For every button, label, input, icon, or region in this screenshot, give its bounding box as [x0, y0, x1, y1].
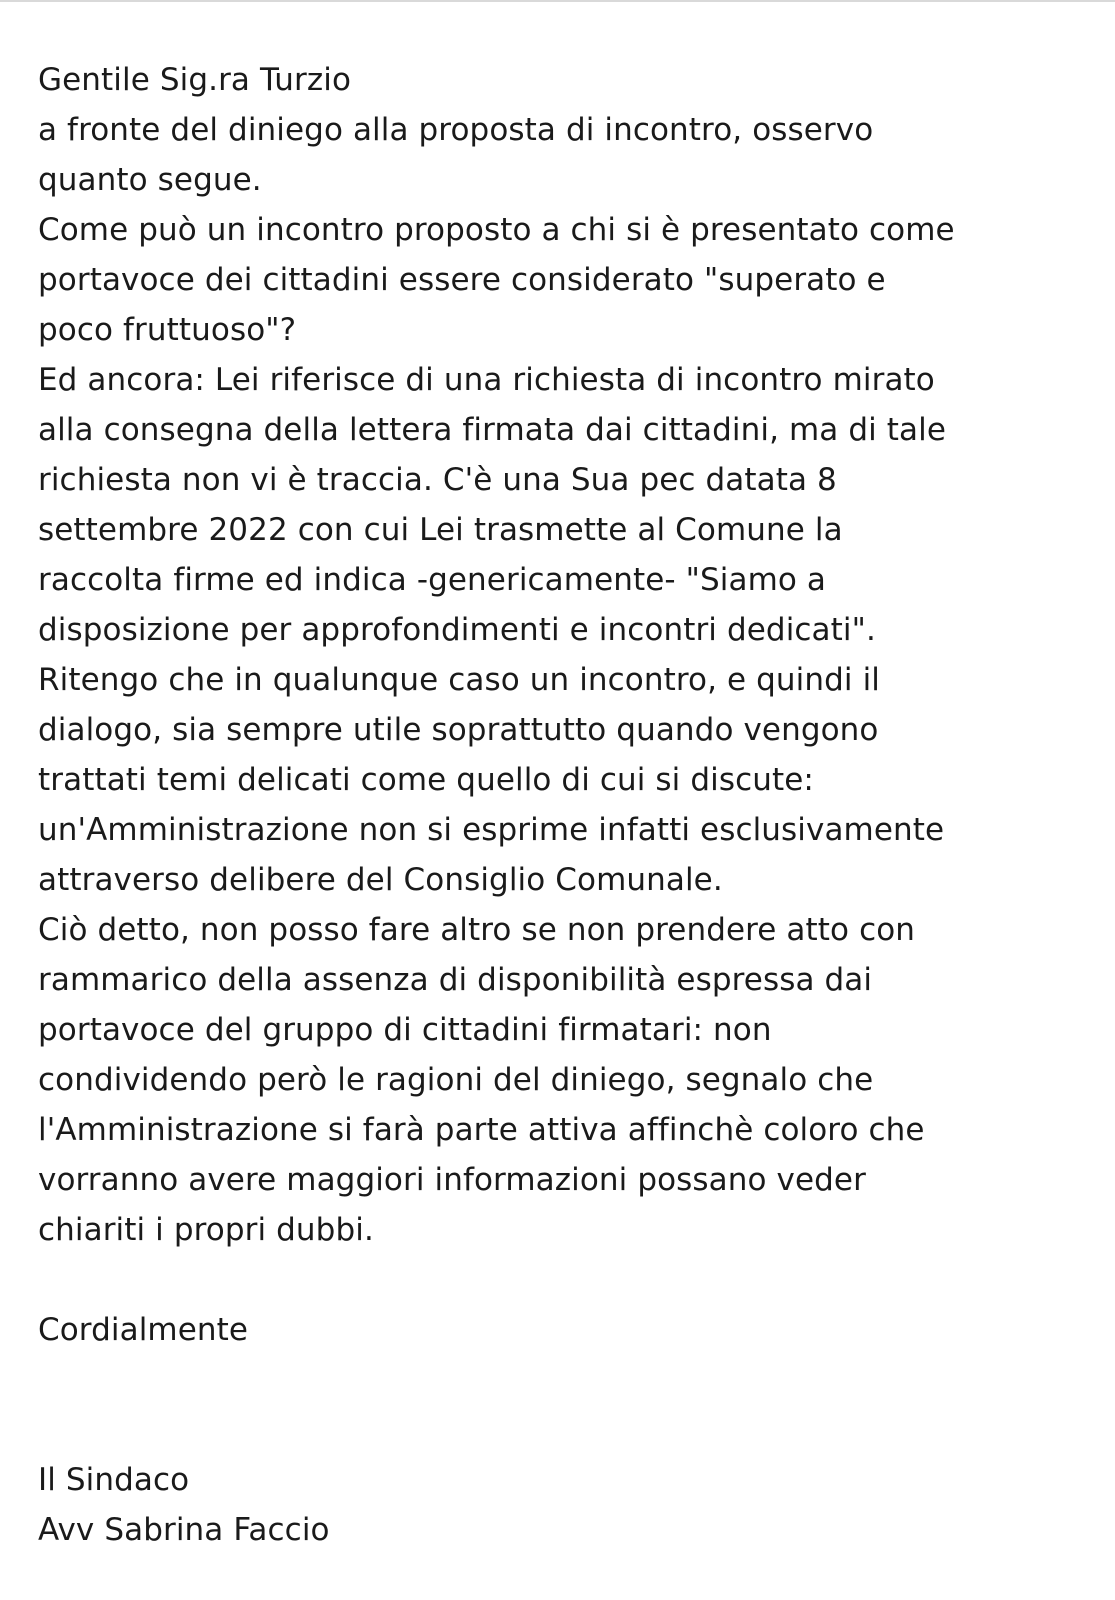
body-line: Ciò detto, non posso fare altro se non prendere atto con: [38, 912, 916, 948]
body-line: alla consegna della lettera firmata dai cittadini, ma di tale: [38, 412, 947, 448]
salutation: Gentile Sig.ra Turzio: [38, 62, 352, 98]
body-text: [38, 105, 1098, 1255]
body-line: condividendo però le ragioni del diniego, segnalo che: [38, 1062, 874, 1098]
body-line: a fronte del diniego alla proposta di incontro, osservo: [38, 112, 874, 148]
letter-body: [38, 55, 1098, 1555]
body-line: attraverso delibere del Consiglio Comunale.: [38, 862, 723, 898]
paragraph-gap: [38, 1255, 1098, 1305]
body-line: Ed ancora: Lei riferisce di una richiesta di incontro mirato: [38, 362, 935, 398]
body-line: dialogo, sia sempre utile soprattutto quando vengono: [38, 712, 879, 748]
signature-title: Il Sindaco: [38, 1462, 190, 1498]
body-line: portavoce del gruppo di cittadini firmatari: non: [38, 1012, 772, 1048]
body-line: l'Amministrazione si farà parte attiva affinchè coloro che: [38, 1112, 925, 1148]
body-line: poco fruttuoso"?: [38, 312, 297, 348]
body-line: vorranno avere maggiori informazioni possano veder: [38, 1162, 866, 1198]
body-line: disposizione per approfondimenti e incontri dedicati".: [38, 612, 876, 648]
body-line: Come può un incontro proposto a chi si è presentato come: [38, 212, 955, 248]
top-divider: [0, 0, 1115, 2]
body-line: quanto segue.: [38, 162, 262, 198]
body-line: chiariti i propri dubbi.: [38, 1212, 374, 1248]
signature-gap: [38, 1355, 1098, 1455]
body-line: un'Amministrazione non si esprime infatti esclusivamente: [38, 812, 945, 848]
closing: Cordialmente: [38, 1312, 249, 1348]
body-line: raccolta firme ed indica -genericamente- "Siamo a: [38, 562, 827, 598]
body-line: settembre 2022 con cui Lei trasmette al Comune la: [38, 512, 843, 548]
body-line: portavoce dei cittadini essere considerato "superato e: [38, 262, 886, 298]
body-line: trattati temi delicati come quello di cui si discute:: [38, 762, 814, 798]
body-line: richiesta non vi è traccia. C'è una Sua pec datata 8: [38, 462, 837, 498]
signature-name: Avv Sabrina Faccio: [38, 1512, 330, 1548]
body-line: rammarico della assenza di disponibilità espressa dai: [38, 962, 873, 998]
body-line: Ritengo che in qualunque caso un incontro, e quindi il: [38, 662, 880, 698]
